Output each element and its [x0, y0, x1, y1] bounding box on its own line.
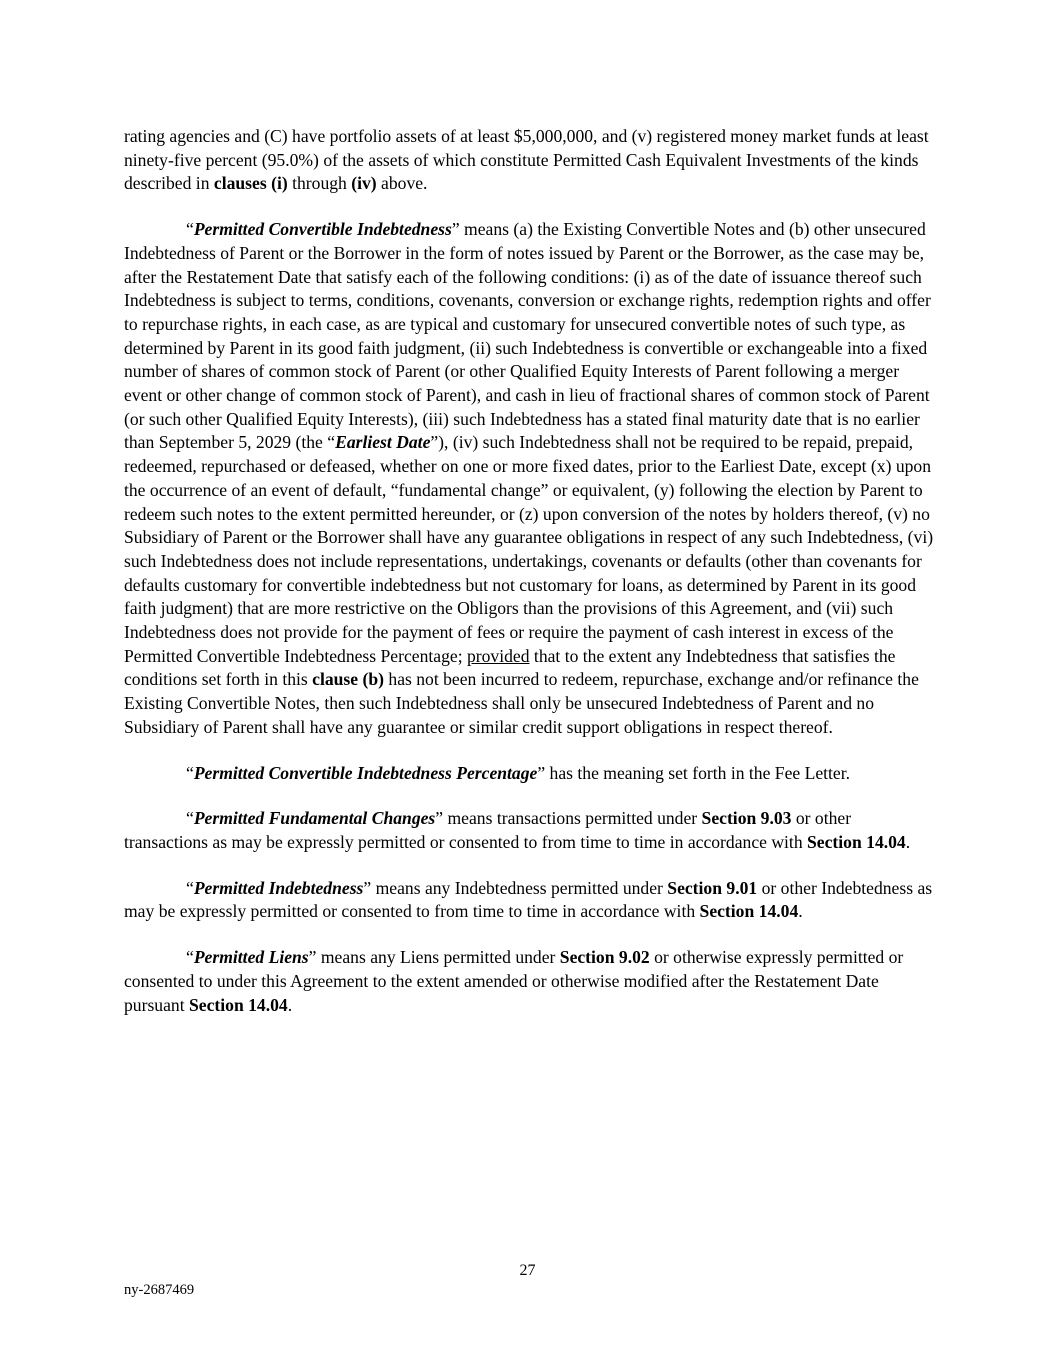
definition-permitted-liens [124, 946, 936, 1017]
text-run: “ [186, 877, 194, 898]
text-run: that to the extent any Indebtedness that satisfies the conditions set forth in this [124, 645, 896, 690]
text-run: above. [376, 173, 428, 194]
text-run: . [798, 901, 803, 922]
text-run: . [905, 831, 911, 852]
defined-term: Permitted Indebtedness [193, 877, 364, 898]
text-run: or other Indebtedness as may be expressly permitted or consented to from time to time in accordance with [124, 877, 933, 922]
text-run: or otherwise expressly permitted or consented to under this Agreement to the extent amended or otherwise modified after the Restatement Date pursuant [124, 947, 904, 1015]
definition-permitted-fundamental-changes [124, 807, 936, 854]
text-run: “ [186, 219, 194, 240]
underlined-text: provided [466, 645, 530, 666]
bold-reference: clause (b) [312, 669, 384, 690]
text-run: or other transactions as may be expressly permitted or consented to from time to time in accordance with [124, 808, 852, 852]
bold-reference: Section 9.02 [559, 947, 650, 968]
defined-term: Permitted Fundamental Changes [193, 808, 436, 829]
bold-reference: Section 9.01 [667, 877, 758, 898]
text-run: ” means (a) the Existing Convertible Notes and (b) other unsecured Indebtedness of Parent or the Borrower in the form of notes issued by Parent or the Borrower, as the case may be, after the Restatement Date that satisfy each of the following conditions: (i) as of the date of issuance thereof such Indebtedness is subject to terms, conditions, covenants, conversion or exchange rights, redemption rights and offer to repurchase rights, in each case, as are typical and customary for unsecured convertible notes of such type, as determined by Parent in its good faith judgment, (ii) such Indebtedness is convertible or exchangeable into a fixed number of shares of common stock of Parent (or other Qualified Equity Interests of Parent following a merger event or other change of common stock of Parent), and cash in lieu of fractional shares of common stock of Parent (or such other Qualified Equity Interests), (iii) such Indebtedness has a stated final maturity date that is no earlier than September 5, 2029 (the “ [124, 219, 931, 453]
text-run: “ [186, 947, 194, 968]
definition-permitted-indebtedness [124, 877, 936, 924]
text-run: ”), (iv) such Indebtedness shall not be required to be repaid, prepaid, redeemed, repurchased or defeased, whether on one or more fixed dates, prior to the Earliest Date, except (x) upon the occurrence of an event of default, “fundamental change” or equivalent, (y) following the election by Parent to redeem such notes to the extent permitted hereunder, or (z) upon conversion of the notes by holders thereof, (v) no Subsidiary of Parent or the Borrower shall have any guarantee obligations in respect of any such Indebtedness, (vi) such Indebtedness does not include representations, undertakings, covenants or defaults (other than covenants for defaults customary for convertible indebtedness but not customary for loans, as determined by Parent in its good faith judgment) that are more restrictive on the Obligors than the provisions of this Agreement, and (vii) such Indebtedness does not provide for the payment of fees or require the payment of cash interest in excess of the Permitted Convertible Indebtedness Percentage; [124, 432, 934, 666]
bold-reference: clauses (i) [213, 173, 288, 194]
text-run: “ [186, 808, 194, 829]
bold-reference: Section 14.04 [699, 901, 799, 922]
text-run: “ [186, 762, 194, 783]
defined-term: Earliest Date [335, 432, 431, 453]
definition-permitted-convertible-indebtedness-percentage [124, 762, 936, 786]
defined-term: Permitted Convertible Indebtedness [193, 219, 452, 240]
bold-reference: Section 14.04 [807, 831, 906, 852]
definition-permitted-convertible-indebtedness [124, 218, 936, 739]
document-id: ny-2687469 [124, 1282, 195, 1298]
page-number: 27 [519, 1262, 536, 1279]
definition-cash-equivalents-tail [124, 125, 936, 196]
bold-reference: Section 9.03 [701, 808, 792, 829]
text-run: through [287, 173, 352, 194]
text-run: ” has the meaning set forth in the Fee Letter. [537, 762, 851, 783]
text-run: . [287, 994, 293, 1015]
bold-reference: Section 14.04 [189, 994, 288, 1015]
text-run: ” means any Liens permitted under [308, 947, 560, 968]
bold-reference: (iv) [351, 173, 377, 194]
defined-term: Permitted Convertible Indebtedness Percentage [193, 762, 538, 783]
defined-term: Permitted Liens [193, 947, 309, 968]
text-run: ” means transactions permitted under [435, 808, 702, 829]
text-run: has not been incurred to redeem, repurchase, exchange and/or refinance the Existing Convertible Notes, then such Indebtedness shall only be unsecured Indebtedness of Parent and no Subsidiary of Parent shall have any guarantee or similar credit support obligations in respect thereof. [124, 669, 919, 737]
text-run: rating agencies and (C) have portfolio assets of at least $5,000,000, and (v) registered money market funds at least ninety-five percent (95.0%) of the assets of which constitute Permitted Cash Equivalent Investments of the kinds described in [124, 126, 929, 194]
document-body [124, 125, 936, 1039]
text-run: ” means any Indebtedness permitted under [363, 877, 668, 898]
